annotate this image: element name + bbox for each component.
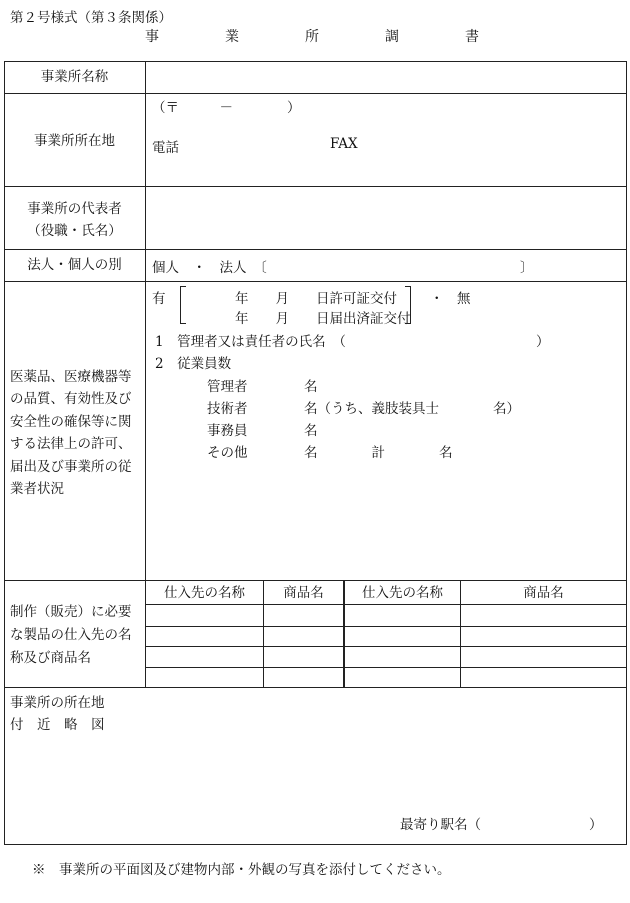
representative-sublabel: （役職・氏名） <box>27 223 122 239</box>
staff-role: 技術者 <box>207 401 248 417</box>
entity-type-options[interactable]: 個人 ・ 法人 〔 <box>152 260 267 276</box>
manager-name-close: ） <box>536 334 550 350</box>
form-number: 第２号様式（第３条関係） <box>10 10 172 26</box>
left-bracket-icon <box>180 286 186 324</box>
page-title: 事 業 所 調 書 <box>145 29 505 45</box>
location-map-label: 事業所の所在地 <box>10 695 105 711</box>
office-name-field[interactable] <box>150 66 620 88</box>
right-bracket-icon <box>405 286 411 324</box>
product-name-header: 商品名 <box>523 585 564 601</box>
entity-type-close-bracket: 〕 <box>520 260 534 276</box>
permit-issued-line[interactable]: 年 月 日許可証交付 <box>235 291 397 307</box>
license-has-option[interactable]: 有 <box>152 291 166 307</box>
license-label-line: 届出及び事業所の従 <box>10 459 132 475</box>
staff-role: 事務員 <box>207 423 248 439</box>
license-label-line: の品質、有効性及び <box>10 391 132 407</box>
nearest-station-field[interactable]: 最寄り駅名（ ） <box>400 817 603 833</box>
fax-label: FAX <box>330 136 358 152</box>
license-label-line: する法律上の許可、 <box>10 436 132 452</box>
staff-role: その他 <box>207 445 248 461</box>
notice-issued-line[interactable]: 年 月 日届出済証交付 <box>235 311 411 327</box>
address-label: 事業所所在地 <box>34 133 115 149</box>
staff-role: 管理者 <box>207 379 248 395</box>
staff-count-field[interactable]: 名 <box>304 379 318 395</box>
suppliers-label-line: 制作（販売）に必要 <box>10 604 132 620</box>
product-name-header: 商品名 <box>283 585 324 601</box>
suppliers-label-line: 称及び商品名 <box>10 650 91 666</box>
footnote: ※ 事業所の平面図及び建物内部・外観の写真を添付してください。 <box>32 862 451 878</box>
suppliers-label-line: な製品の仕入先の名 <box>10 627 132 643</box>
staff-count-heading: 2 従業員数 <box>155 356 232 372</box>
phone-label: 電話 <box>152 140 179 156</box>
manager-name-line: 1 管理者又は責任者の氏名 （ <box>155 334 346 350</box>
staff-count-field[interactable]: 名 計 名 <box>304 445 453 461</box>
supplier-name-header: 仕入先の名称 <box>362 585 443 601</box>
license-label-line: 業者状況 <box>10 481 64 497</box>
supplier-name-header: 仕入先の名称 <box>164 585 245 601</box>
staff-count-field[interactable]: 名 <box>304 423 318 439</box>
license-none-option[interactable]: ・ 無 <box>430 291 471 307</box>
office-name-label: 事業所名称 <box>40 69 109 85</box>
entity-type-label: 法人・個人の別 <box>27 257 122 273</box>
license-label-line: 医薬品、医療機器等 <box>10 369 132 385</box>
staff-count-field[interactable]: 名（うち、義肢装具士 名） <box>304 401 520 417</box>
representative-label: 事業所の代表者 <box>27 201 122 217</box>
postal-code-field[interactable]: （〒 － ） <box>152 100 301 116</box>
license-label-line: 安全性の確保等に関 <box>10 414 132 430</box>
location-map-sublabel: 付 近 略 図 <box>10 717 105 733</box>
